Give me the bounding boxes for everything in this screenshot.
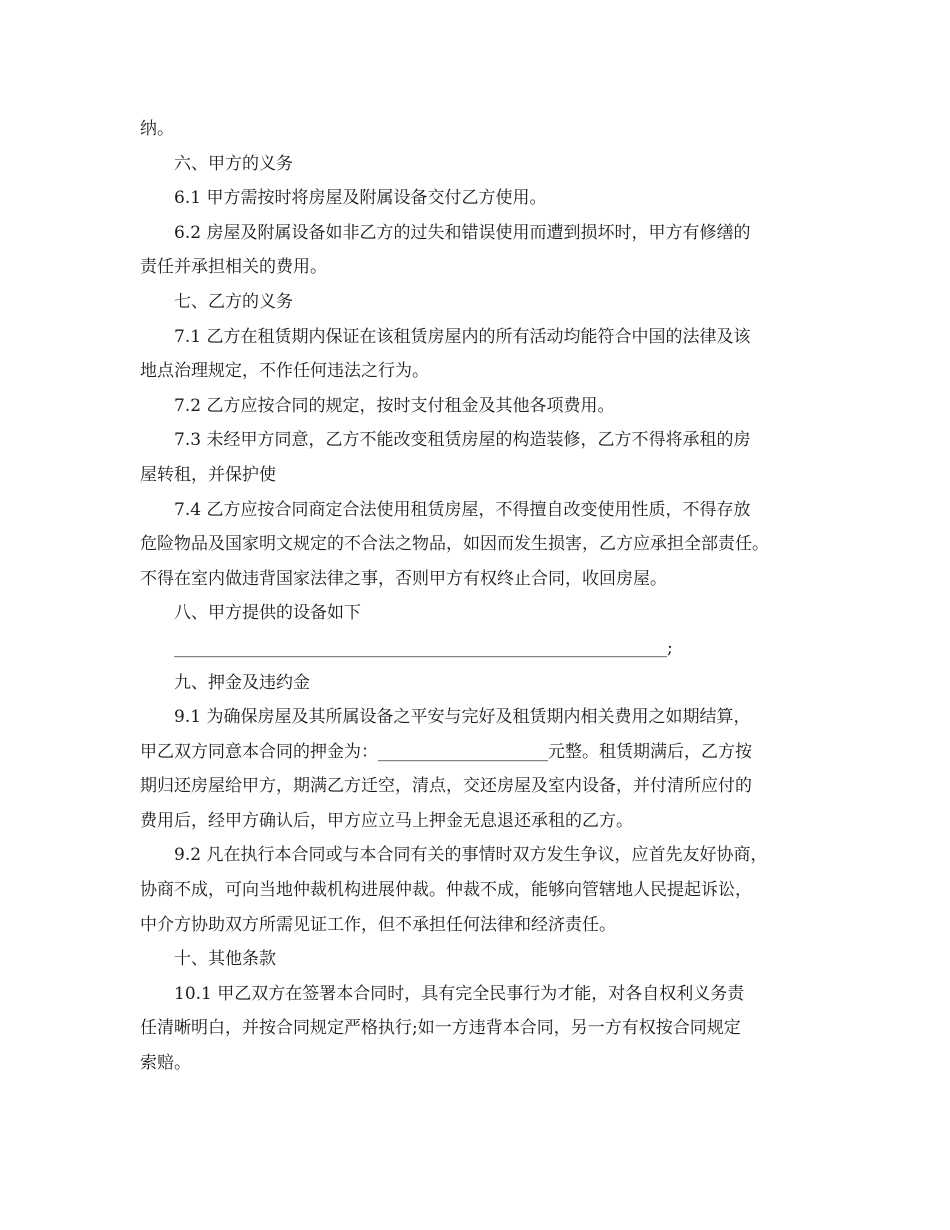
contract-text-line: 六、甲方的义务 [174,153,293,174]
contract-text-line: 九、押金及违约金 [174,672,310,693]
contract-text-line: 7.3 未经甲方同意，乙方不能改变租赁房屋的构造装修，乙方不得将承租的房 [174,430,751,451]
contract-text-body [140,112,812,1081]
contract-text-line: 危险物品及国家明文规定的不合法之物品，如因而发生损害，乙方应承担全部责任。 [140,534,769,555]
contract-text-line: 不得在室内做违背国家法律之事，否则甲方有权终止合同，收回房屋。 [140,568,667,589]
contract-text-line: 协商不成，可向当地仲裁机构进展仲裁。仲裁不成，能够向管辖地人民提起诉讼， [140,880,752,901]
contract-text-line: 中介方协助双方所需见证工作，但不承担任何法律和经济责任。 [140,914,616,935]
contract-text-line: 屋转租，并保护使 [140,464,276,485]
contract-text-line: 甲乙双方同意本合同的押金为：____________________元整。租赁期满后，乙方按 [140,741,752,762]
contract-text-line: 7.1 乙方在租赁期内保证在该租赁房屋内的所有活动均能符合中国的法律及该 [174,326,751,347]
contract-text-line: 纳。 [140,119,174,139]
contract-text-line: 10.1 甲乙双方在签署本合同时，具有完全民事行为才能，对各自权利义务责 [174,983,745,1004]
contract-text-line: 责任并承担相关的费用。 [140,257,327,278]
contract-text-line: 七、乙方的义务 [174,291,293,312]
contract-text-line: 6.1 甲方需按时将房屋及附属设备交付乙方使用。 [174,188,547,209]
contract-text-line: 期归还房屋给甲方，期满乙方迁空，清点，交还房屋及室内设备，并付清所应付的 [140,776,752,797]
contract-text-line: 八、甲方提供的设备如下 [174,603,361,624]
contract-text-line: 费用后，经甲方确认后，甲方应立马上押金无息退还承租的乙方。 [140,810,633,831]
contract-text-line: 9.2 凡在执行本合同或与本合同有关的事情时双方发生争议，应首先友好协商， [174,845,768,866]
contract-text-line: 6.2 房屋及附属设备如非乙方的过失和错误使用而遭到损坏时，甲方有修缮的 [174,222,751,243]
contract-text-line: 任清晰明白，并按合同规定严格执行;如一方违背本合同，另一方有权按合同规定 [140,1018,741,1039]
contract-text-line: 7.2 乙方应按合同的规定，按时支付租金及其他各项费用。 [174,395,615,416]
contract-text-line: 索赔。 [140,1053,191,1074]
contract-text-line: __________________________________________________________; [174,637,673,658]
contract-text-line: 十、其他条款 [174,949,276,970]
contract-text-line: 7.4 乙方应按合同商定合法使用租赁房屋，不得擅自改变使用性质，不得存放 [174,499,751,520]
contract-text-line: 9.1 为确保房屋及其所属设备之平安与完好及租赁期内相关费用之如期结算， [174,707,751,728]
contract-text-line: 地点治理规定，不作任何违法之行为。 [140,361,429,382]
